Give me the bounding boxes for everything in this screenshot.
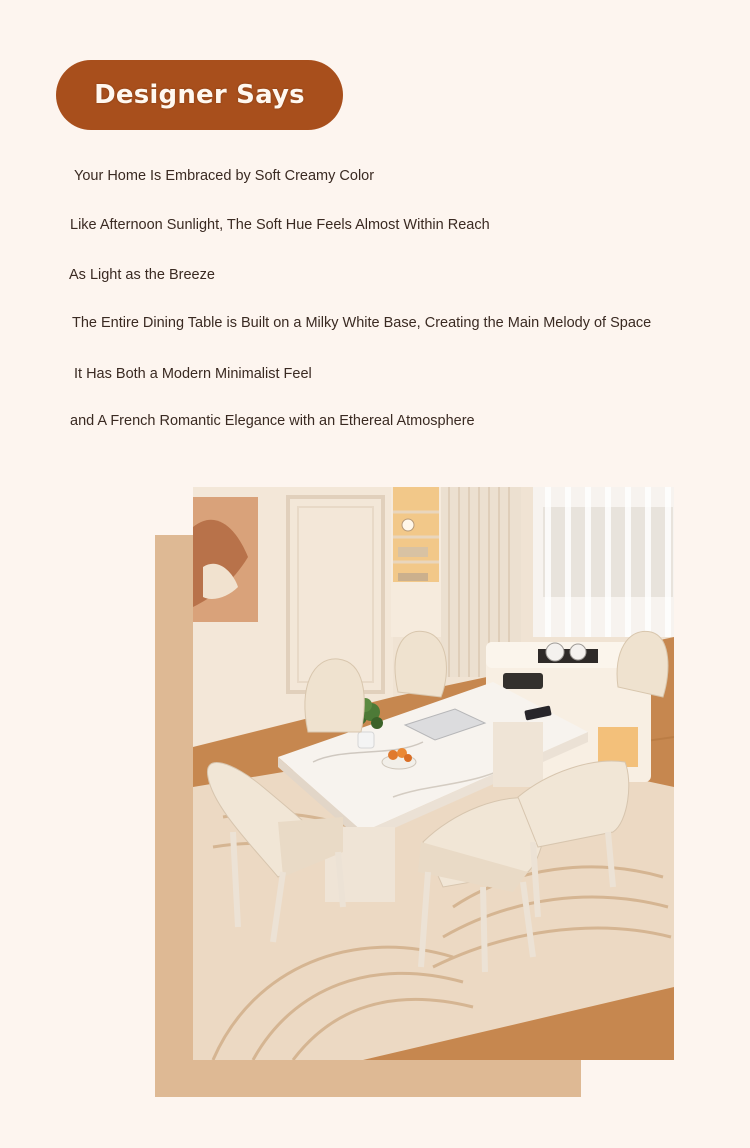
- description-line-5: It Has Both a Modern Minimalist Feel: [74, 366, 312, 382]
- designer-says-badge: [56, 60, 343, 130]
- description-line-4: The Entire Dining Table is Built on a Milky White Base, Creating the Main Melody of Space: [72, 315, 652, 331]
- description-line-6: and A French Romantic Elegance with an Ethereal Atmosphere: [70, 413, 475, 429]
- section-title: Designer Says: [94, 80, 305, 110]
- description-line-1: Your Home Is Embraced by Soft Creamy Color: [74, 168, 375, 184]
- description-line-3: As Light as the Breeze: [69, 267, 215, 283]
- dining-room-photo: [193, 487, 674, 1060]
- description-line-2: Like Afternoon Sunlight, The Soft Hue Feels Almost Within Reach: [70, 217, 490, 233]
